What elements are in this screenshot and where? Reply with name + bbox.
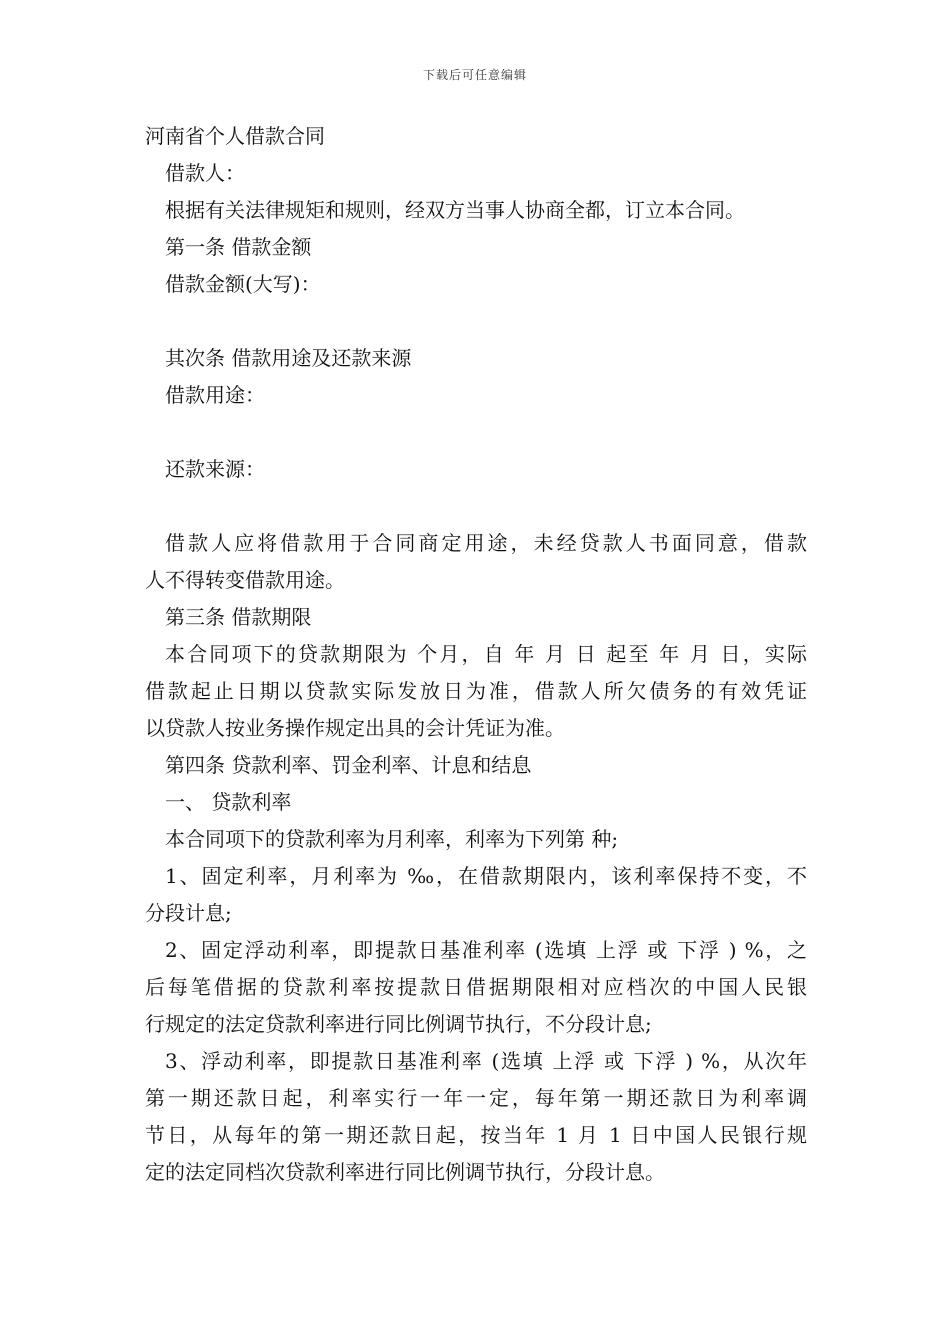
page-header: 下载后可任意编辑	[422, 68, 527, 82]
paragraph-line: 定的法定同档次贷款利率进行同比例调节执行，分段计息。	[145, 1160, 665, 1184]
loan-purpose-line: 借款用途：	[165, 383, 265, 407]
paragraph-line: 2、固定浮动利率，即提款日基准利率 (选填 上浮 或 下浮 ) %，之	[165, 938, 807, 962]
article-3-heading: 第三条 借款期限	[165, 605, 312, 629]
article-1-heading: 第一条 借款金额	[165, 235, 312, 259]
paragraph-line: 3、浮动利率，即提款日基准利率 (选填 上浮 或 下浮 ) %，从次年	[165, 1049, 807, 1073]
paragraph-line: 第一期还款日起，利率实行一年一定，每年第一期还款日为利率调	[145, 1086, 807, 1110]
loan-amount-line: 借款金额(大写)：	[165, 272, 321, 296]
paragraph-line: 1、固定利率，月利率为 ‰，在借款期限内，该利率保持不变，不	[165, 864, 807, 888]
borrower-line: 借款人：	[165, 161, 245, 185]
paragraph-line: 本合同项下的贷款期限为 个月，自 年 月 日 起至 年 月 日，实际	[165, 642, 807, 666]
paragraph-line: 分段计息;	[145, 901, 232, 925]
preamble: 根据有关法律规矩和规则，经双方当事人协商全都，订立本合同。	[165, 198, 745, 222]
section-heading: 一、 贷款利率	[165, 790, 292, 814]
paragraph-line: 借款起止日期以贷款实际发放日为准，借款人所欠债务的有效凭证	[145, 679, 807, 703]
document-title: 河南省个人借款合同	[145, 124, 325, 148]
contract-body	[145, 118, 807, 1191]
paragraph-line: 借款人应将借款用于合同商定用途，未经贷款人书面同意，借款	[165, 531, 807, 555]
blank-line	[145, 414, 807, 451]
paragraph-line: 本合同项下的贷款利率为月利率，利率为下列第 种;	[165, 827, 619, 851]
article-2-heading: 其次条 借款用途及还款来源	[165, 346, 412, 370]
blank-line	[145, 488, 807, 525]
paragraph-line: 后每笔借据的贷款利率按提款日借据期限相对应档次的中国人民银	[145, 975, 807, 999]
repayment-source-line: 还款来源：	[165, 457, 265, 481]
paragraph-line: 节日，从每年的第一期还款日起，按当年 1 月 1 日中国人民银行规	[145, 1123, 807, 1147]
paragraph-line: 以贷款人按业务操作规定出具的会计凭证为准。	[145, 716, 565, 740]
paragraph-line: 行规定的法定贷款利率进行同比例调节执行，不分段计息;	[145, 1012, 652, 1036]
blank-line	[145, 303, 807, 340]
paragraph-line: 人不得转变借款用途。	[145, 568, 345, 592]
article-4-heading: 第四条 贷款利率、罚金利率、计息和结息	[165, 753, 532, 777]
